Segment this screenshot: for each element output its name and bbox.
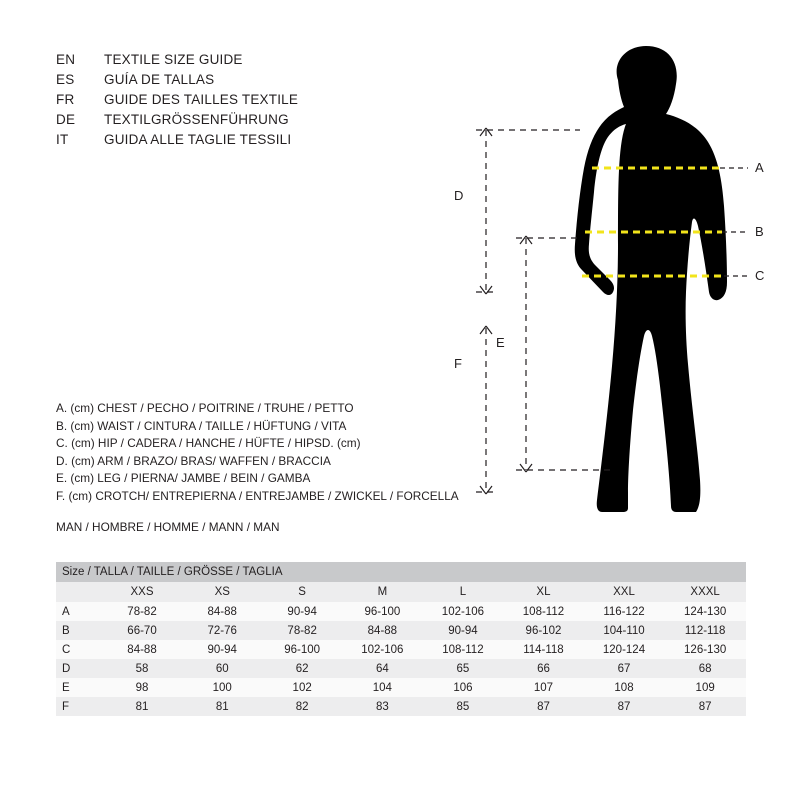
row-label-f: F	[56, 697, 102, 716]
table-row	[56, 602, 746, 621]
title-row	[56, 52, 396, 72]
cell: 81	[102, 697, 183, 716]
legend-item-e: E. (cm) LEG / PIERNA/ JAMBE / BEIN / GAMBA	[56, 471, 311, 485]
title-lang: DE	[56, 112, 76, 127]
figure-label-b: B	[755, 224, 764, 239]
cell: 64	[342, 659, 423, 678]
cell: 67	[584, 659, 665, 678]
figure-label-a: A	[755, 160, 764, 175]
cell: 78-82	[262, 621, 342, 640]
cell: 83	[342, 697, 423, 716]
table-row	[56, 621, 746, 640]
table-header-cell: Size / TALLA / TAILLE / GRÖSSE / TAGLIA	[56, 562, 746, 582]
cell: 66-70	[102, 621, 183, 640]
table-row	[56, 640, 746, 659]
cell: 87	[664, 697, 746, 716]
legend-item-f: F. (cm) CROTCH/ ENTREPIERNA / ENTREJAMBE / ZWICKEL / FORCELLA	[56, 488, 459, 503]
dimension-crotch	[476, 326, 496, 494]
col-header-m: M	[342, 582, 423, 602]
cell: 87	[584, 697, 665, 716]
legend-item-a: A. (cm) CHEST / PECHO / POITRINE / TRUHE / PETTO	[56, 401, 354, 415]
cell: 126-130	[664, 640, 746, 659]
cell: 102-106	[342, 640, 423, 659]
cell: 98	[102, 678, 183, 697]
cell: 112-118	[664, 621, 746, 640]
cell: 90-94	[182, 640, 262, 659]
cell: 90-94	[423, 621, 504, 640]
cell: 78-82	[102, 602, 183, 621]
silhouette-diagram	[430, 30, 790, 550]
title-lang: EN	[56, 52, 76, 67]
cell: 116-122	[584, 602, 665, 621]
legend-footer: MAN / HOMBRE / HOMME / MANN / MAN	[56, 520, 280, 534]
cell: 81	[182, 697, 262, 716]
measurement-legend	[56, 400, 486, 537]
cell: 82	[262, 697, 342, 716]
figure-label-f: F	[454, 356, 462, 371]
title-text: TEXTILGRÖSSENFÜHRUNG	[104, 112, 289, 127]
cell: 85	[423, 697, 504, 716]
cell: 58	[102, 659, 183, 678]
cell: 106	[423, 678, 504, 697]
cell: 66	[503, 659, 584, 678]
title-text: GUIDA ALLE TAGLIE TESSILI	[104, 132, 292, 147]
table-row	[56, 678, 746, 697]
cell: 108-112	[423, 640, 504, 659]
title-row	[56, 132, 396, 152]
cell: 109	[664, 678, 746, 697]
cell: 107	[503, 678, 584, 697]
cell: 100	[182, 678, 262, 697]
cell: 124-130	[664, 602, 746, 621]
legend-spacer	[56, 505, 486, 519]
cell: 96-100	[342, 602, 423, 621]
col-header-l: L	[423, 582, 504, 602]
dimension-arm	[476, 128, 580, 294]
size-table	[56, 562, 746, 716]
cell: 84-88	[102, 640, 183, 659]
row-label-d: D	[56, 659, 102, 678]
title-lang: FR	[56, 92, 75, 107]
figure-label-d: D	[454, 188, 464, 203]
cell: 84-88	[342, 621, 423, 640]
cell: 68	[664, 659, 746, 678]
title-block	[56, 52, 396, 152]
cell: 90-94	[262, 602, 342, 621]
col-header-s: S	[262, 582, 342, 602]
cell: 60	[182, 659, 262, 678]
title-text: TEXTILE SIZE GUIDE	[104, 52, 243, 67]
cell: 102	[262, 678, 342, 697]
cell: 108	[584, 678, 665, 697]
row-label-a: A	[56, 602, 102, 621]
table-header-row	[56, 562, 746, 582]
row-label-c: C	[56, 640, 102, 659]
legend-item-d: D. (cm) ARM / BRAZO/ BRAS/ WAFFEN / BRACCIA	[56, 453, 331, 468]
cell: 108-112	[503, 602, 584, 621]
title-lang: ES	[56, 72, 75, 87]
cell: 102-106	[423, 602, 504, 621]
col-header-xxs: XXS	[102, 582, 183, 602]
cell: 65	[423, 659, 504, 678]
man-silhouette	[575, 46, 727, 512]
title-row	[56, 72, 396, 92]
legend-item-c: C. (cm) HIP / CADERA / HANCHE / HÜFTE / HIPSD. (cm)	[56, 436, 361, 450]
cell: 104	[342, 678, 423, 697]
col-header-xxxl: XXXL	[664, 582, 746, 602]
cell: 114-118	[503, 640, 584, 659]
col-header-xxl: XXL	[584, 582, 665, 602]
figure-label-e: E	[496, 335, 505, 350]
row-label-b: B	[56, 621, 102, 640]
title-lang: IT	[56, 132, 69, 147]
cell: 104-110	[584, 621, 665, 640]
cell: 62	[262, 659, 342, 678]
table-row	[56, 697, 746, 716]
cell: 87	[503, 697, 584, 716]
cell: 96-102	[503, 621, 584, 640]
table-column-header-row	[56, 582, 746, 602]
title-row	[56, 92, 396, 112]
legend-item-b: B. (cm) WAIST / CINTURA / TAILLE / HÜFTUNG / VITA	[56, 418, 347, 433]
col-header-xl: XL	[503, 582, 584, 602]
cell: 120-124	[584, 640, 665, 659]
col-header-xs: XS	[182, 582, 262, 602]
title-text: GUIDE DES TAILLES TEXTILE	[104, 92, 299, 107]
title-row	[56, 112, 396, 132]
cell: 84-88	[182, 602, 262, 621]
row-label-e: E	[56, 678, 102, 697]
cell: 96-100	[262, 640, 342, 659]
cell: 72-76	[182, 621, 262, 640]
figure-label-c: C	[755, 268, 765, 283]
col-header-blank	[56, 582, 102, 602]
title-text: GUÍA DE TALLAS	[104, 72, 215, 87]
size-table-element	[56, 562, 746, 716]
table-row	[56, 659, 746, 678]
